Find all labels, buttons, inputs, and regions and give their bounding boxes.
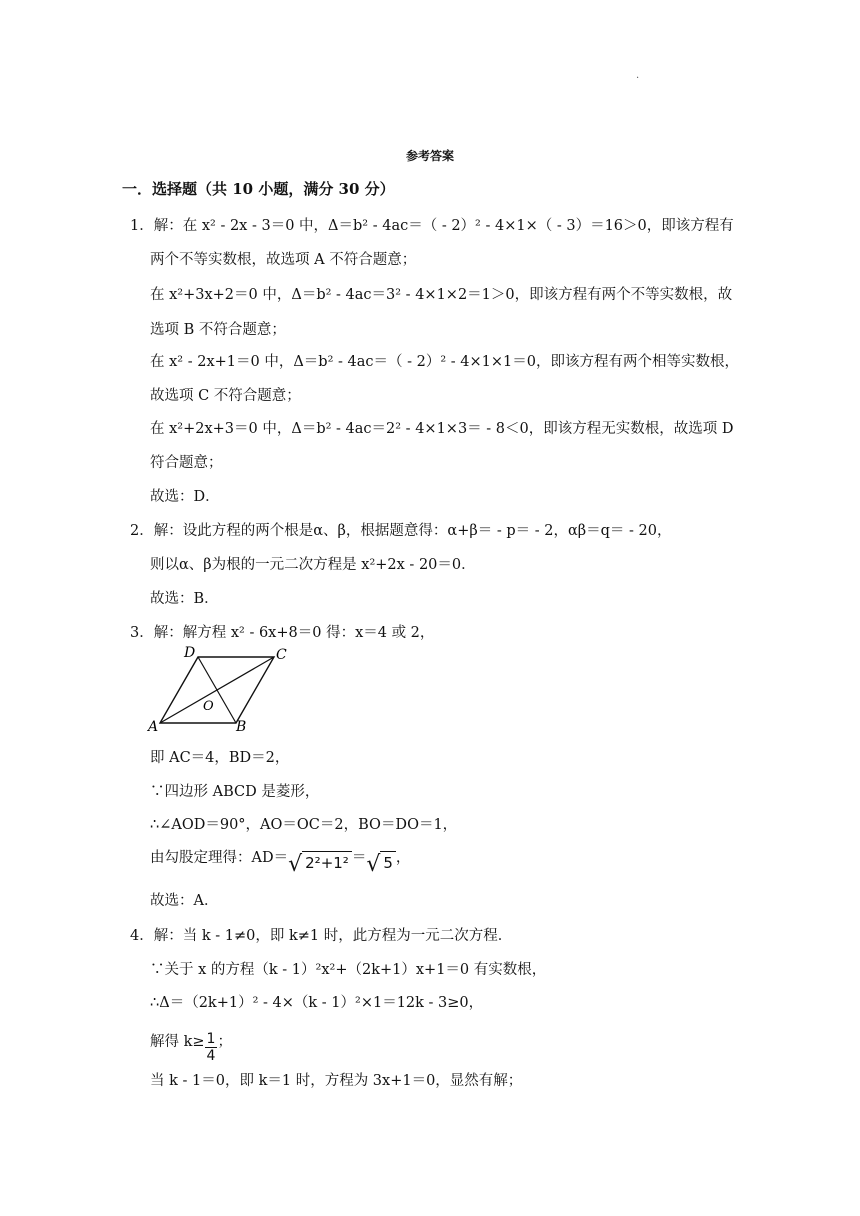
section-heading: 一．选择题（共 10 小题，满分 30 分）: [122, 180, 395, 198]
label-o: O: [203, 699, 214, 714]
q1-line-5: 在 x² - 2x+1＝0 中，Δ＝b² - 4ac＝（ - 2）² - 4×1×1＝0，即该方程有两个相等实数根，: [150, 354, 739, 370]
page-title: 参考答案: [405, 149, 454, 163]
q4-line-4: [150, 1030, 232, 1064]
sqrt-expression: √ 2²+1²: [288, 851, 352, 877]
q1-number: 1．: [130, 218, 154, 234]
q3-text-1: 解：解方程 x² - 6x+8＝0 得：x＝4 或 2，: [153, 625, 435, 641]
q2-number: 2．: [130, 523, 154, 539]
q1-line-7: 在 x²+2x+3＝0 中，Δ＝b² - 4ac＝2² - 4×1×3＝ - 8＜0，即该方程无实数根，故选项 D: [150, 421, 734, 437]
q1-eq-1: x² - 2x - 3＝0 中，Δ＝b² - 4ac＝（ - 2）² - 4×1×（ - 3）＝16＞0，即该方程有: [201, 218, 734, 234]
q3-line-5: [150, 846, 410, 877]
q2-line-1: [130, 519, 672, 540]
q4-line-3: ∴Δ＝（2k+1）² - 4×（k - 1）²×1＝12k - 3≥0，: [150, 995, 484, 1011]
q2-answer: 故选：B．: [150, 591, 219, 607]
q3-number: 3．: [130, 625, 154, 641]
equals-sign: ＝: [351, 850, 367, 866]
q3-line-1: [130, 621, 434, 642]
label-b: B: [236, 719, 247, 733]
q4-text-1: 解：当 k - 1≠0，即 k≠1 时，此方程为一元二次方程．: [153, 928, 513, 944]
q4-number: 4．: [130, 928, 154, 944]
fraction-denominator: 4: [206, 1048, 216, 1064]
q2-text-1: 解：设此方程的两个根是α、β，根据题意得：α+β＝ - p＝ - 2，αβ＝q＝ - 20，: [153, 523, 672, 539]
label-c: C: [276, 647, 287, 663]
rhombus-diagram: [146, 643, 296, 733]
q3-pythag-text: 由勾股定理得：AD＝: [150, 850, 289, 866]
q4-line-1: [130, 924, 512, 945]
q3-line-3: ∵四边形 ABCD 是菱形，: [150, 784, 320, 800]
label-a: A: [148, 719, 159, 733]
header-dot: .: [636, 70, 640, 81]
q1-line-3: 在 x²+3x+2＝0 中，Δ＝b² - 4ac＝3² - 4×1×2＝1＞0，即该方程有两个不等实数根，故: [150, 287, 733, 303]
q1-line-4: 选项 B 不符合题意；: [150, 322, 286, 338]
label-d: D: [184, 645, 196, 661]
q1-line-2: 两个不等实数根，故选项 A 不符合题意；: [150, 252, 417, 268]
q4-solve-text: 解得 k≥: [150, 1034, 205, 1050]
sqrt-result: √ 5: [366, 851, 396, 877]
q4-line-5: 当 k - 1＝0，即 k＝1 时，方程为 3x+1＝0，显然有解；: [150, 1073, 523, 1089]
q3-line-4: ∴∠AOD＝90°，AO＝OC＝2，BO＝DO＝1，: [150, 817, 458, 833]
q1-line-1: [130, 214, 734, 235]
q1-text-1: 解：在: [153, 218, 202, 234]
q4-line-2: ∵关于 x 的方程（k - 1）²x²+（2k+1）x+1＝0 有实数根，: [150, 962, 547, 978]
q3-answer: 故选：A．: [150, 893, 219, 909]
comma: ，: [395, 850, 411, 866]
fraction-numerator: 1: [206, 1031, 216, 1047]
q1-answer: 故选：D．: [150, 489, 220, 505]
fraction: [205, 1031, 218, 1064]
sqrt-radicand: 2²+1²: [302, 851, 352, 872]
q2-line-2: 则以α、β为根的一元二次方程是 x²+2x - 20＝0．: [150, 557, 476, 573]
q1-line-6: 故选项 C 不符合题意；: [150, 388, 301, 404]
semicolon: ；: [217, 1034, 232, 1050]
sqrt-result-radicand: 5: [380, 851, 396, 872]
q3-line-2: 即 AC＝4，BD＝2，: [150, 750, 290, 766]
q1-line-8: 符合题意；: [150, 455, 223, 471]
